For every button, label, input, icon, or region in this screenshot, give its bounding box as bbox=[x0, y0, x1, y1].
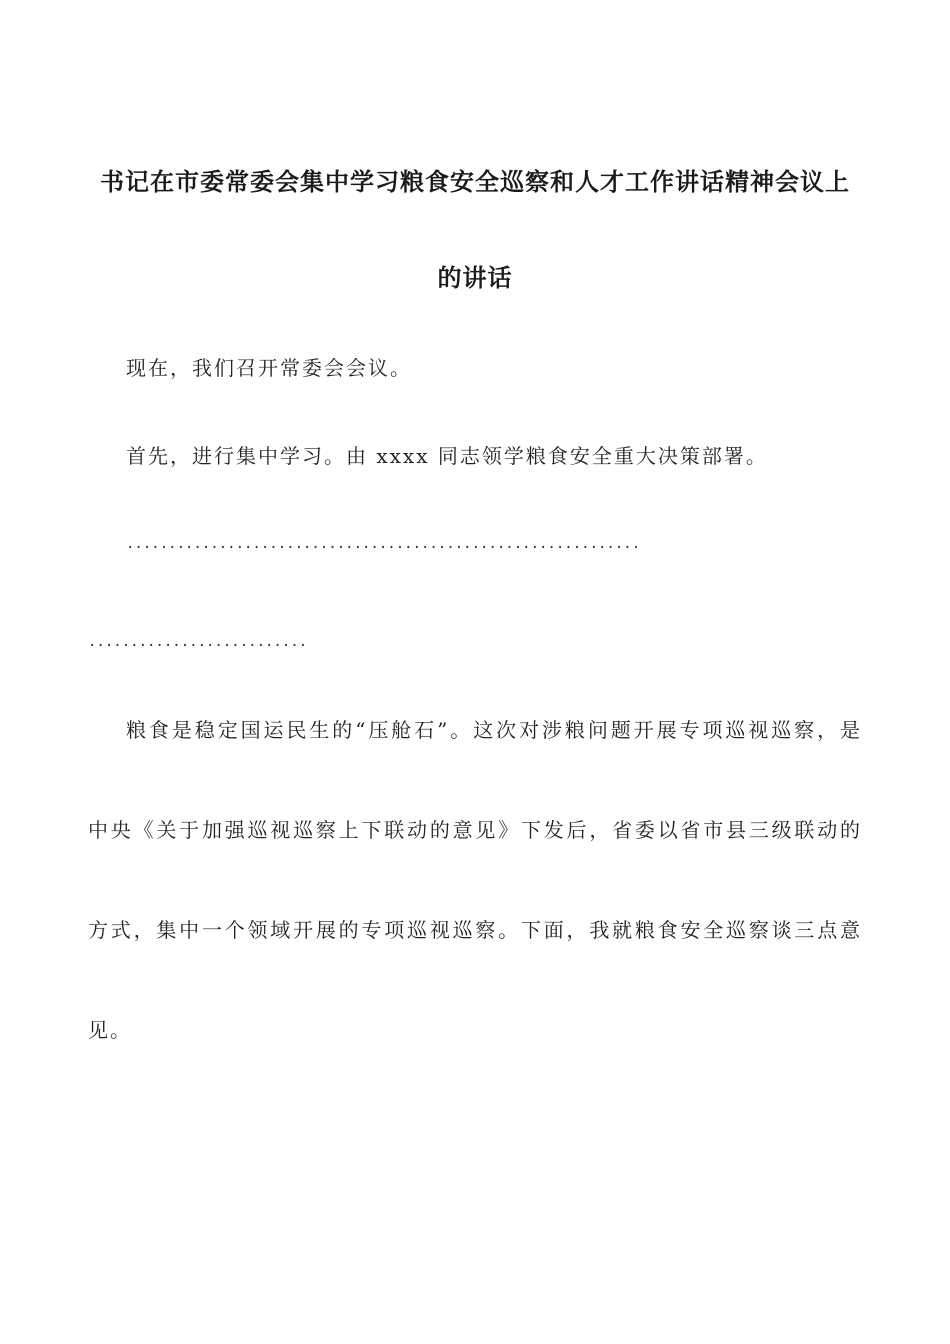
body-line-1: 粮食是稳定国运民生的“压舱石”。这次对涉粮问题开展专项巡视巡察，是 bbox=[126, 718, 862, 742]
body-line-3: 方式，集中一个领域开展的专项巡视巡察。下面，我就粮食安全巡察谈三点意 bbox=[88, 918, 862, 942]
ellipsis-line-2: .......................... bbox=[88, 634, 308, 650]
ellipsis-line-1: ............................................................. bbox=[126, 536, 641, 552]
body-line-4: 见。 bbox=[88, 1018, 132, 1042]
document-title-line-2: 的讲话 bbox=[437, 264, 513, 292]
document-title-line-1: 书记在市委常委会集中学习粮食安全巡察和人才工作讲话精神会议上 bbox=[100, 168, 850, 196]
paragraph-opening: 现在，我们召开常委会会议。 bbox=[126, 356, 412, 380]
paragraph-study: 首先，进行集中学习。由 xxxx 同志领学粮食安全重大决策部署。 bbox=[126, 444, 768, 468]
body-line-2: 中央《关于加强巡视巡察上下联动的意见》下发后，省委以省市县三级联动的 bbox=[88, 818, 862, 842]
